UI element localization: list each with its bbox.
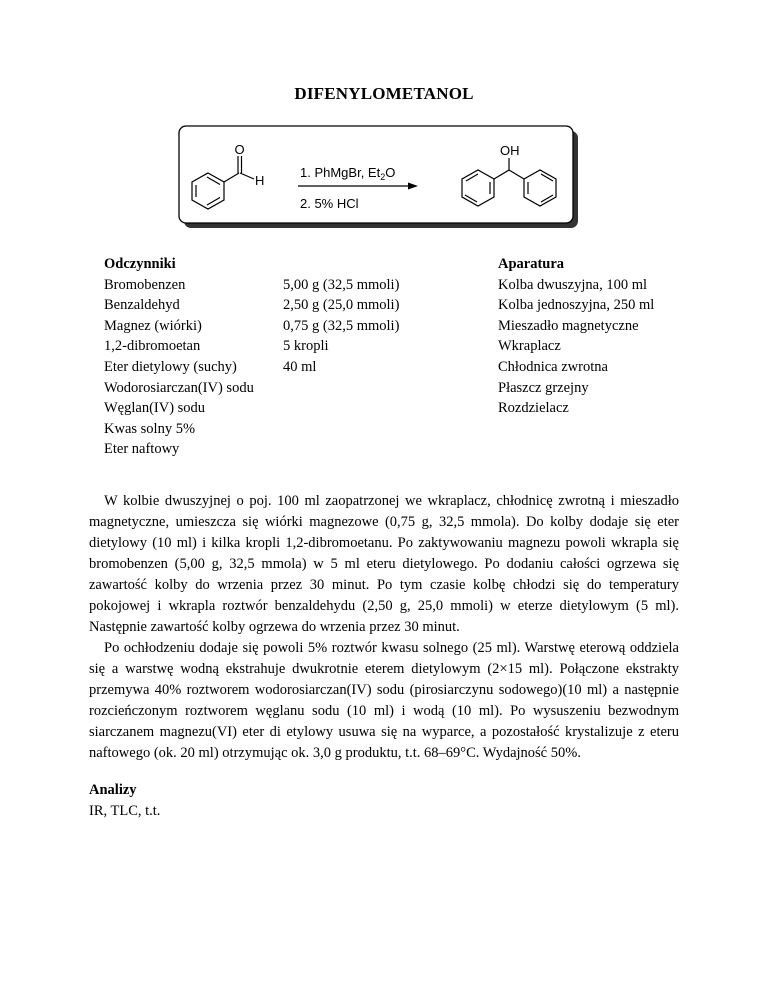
carbonyl-oxygen-label: O: [234, 142, 245, 157]
procedure-paragraph-1: W kolbie dwuszyjnej o poj. 100 ml zaopatrzonej we wkraplacz, chłodnicę zwrotną i mieszadło magnetyczne, umieszcza się wiórki magnezowe (0,75 g, 32,5 mmola). Do kolby dodaje się eter dietylowy (10 ml) i kilka kropli 1,2-dibromoetanu. Po zaktywowaniu magnezu powoli wkrapla się bromobenzen (5,00 g, 32,5 mmola) w 5 ml eteru dietylowego. Po dodaniu całości ogrzewa się zawartość kolby do wrzenia przez 30 minut. Po tym czasie kolbę chłodzi się do temperatury pokojowej i wkrapla roztwór benzaldehydu (2,50 g, 25,0 mmoli) w eterze dietylowym (5 ml). Następnie zawartość kolby ogrzewa do wrzenia przez 30 minut.: [89, 493, 679, 635]
reagent-name: Magnez (wiórki): [104, 317, 202, 334]
step2-conditions: 2. 5% HCl: [300, 196, 359, 211]
analysis-heading: Analizy: [89, 782, 137, 798]
reagent-name: Benzaldehyd: [104, 297, 180, 314]
apparatus-item: Kolba dwuszyjna, 100 ml: [498, 276, 648, 293]
reagents-heading: Odczynniki: [104, 256, 176, 272]
analysis-methods: IR, TLC, t.t.: [89, 803, 161, 819]
reagents-list: [104, 254, 254, 460]
reagent-amount: 5,00 g (32,5 mmoli): [283, 276, 400, 293]
apparatus-item: Rozdzielacz: [498, 400, 569, 417]
apparatus-item: Chłodnica zwrotna: [498, 358, 608, 375]
procedure-paragraph-2: Po ochłodzeniu dodaje się powoli 5% roztwór kwasu solnego (25 ml). Warstwę eterową oddziela się a warstwę wodną ekstrahuje dwukrotnie eterem dietylowym (2×15 ml). Połączone ekstrakty przemywa 40% roztworem wodorosiarczan(IV) sodu (pirosiarczynu sodowego)(10 ml) a następnie rozcieńczonym roztworem węglanu sodu (10 ml) i wodą (10 ml). Po wysuszeniu bezwodnym siarczanem magnezu(VI) eter di etylowy usuwa się na wyparce, a pozostałość krystalizuje z eteru naftowego (ok. 20 ml) otrzymując ok. 3,0 g produktu, t.t. 68–69°C. Wydajność 50%.: [89, 640, 679, 761]
apparatus-heading: Aparatura: [498, 256, 565, 272]
apparatus-item: Wkraplacz: [498, 338, 561, 355]
reagent-amount: 2,50 g (25,0 mmoli): [283, 297, 400, 314]
reagent-name: Bromobenzen: [104, 276, 186, 293]
reaction-scheme: [178, 125, 580, 230]
reagent-amounts: [283, 275, 399, 378]
reagent-name: Eter dietylowy (suchy): [104, 358, 237, 375]
page-title: DIFENYLOMETANOL: [294, 84, 474, 103]
step1-conditions: 1. PhMgBr, $Et_2O$: [300, 165, 396, 182]
aldehyde-hydrogen-label: H: [255, 173, 265, 188]
apparatus-item: Mieszadło magnetyczne: [498, 317, 639, 334]
apparatus-list: [498, 254, 654, 419]
reagent-name: Kwas solny 5%: [104, 420, 196, 437]
reagent-amount: 5 kropli: [283, 338, 329, 355]
reagent-amount: 0,75 g (32,5 mmoli): [283, 317, 400, 334]
reagent-name: Eter naftowy: [104, 441, 180, 458]
hydroxyl-label: OH: [500, 143, 520, 158]
reagent-name: Węglan(IV) sodu: [104, 400, 206, 417]
reagent-name: Wodorosiarczan(IV) sodu: [104, 379, 254, 396]
apparatus-item: Kolba jednoszyjna, 250 ml: [498, 297, 655, 314]
reagent-name: 1,2-dibromoetan: [104, 338, 201, 355]
reagent-amount: 40 ml: [283, 358, 317, 375]
apparatus-item: Płaszcz grzejny: [498, 379, 589, 396]
